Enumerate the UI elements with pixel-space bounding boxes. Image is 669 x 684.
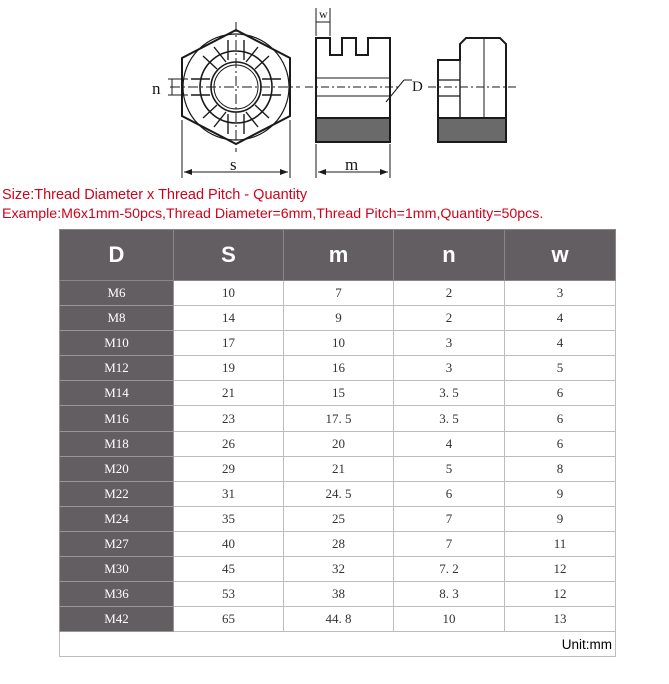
cell-m: 17. 5 — [284, 406, 394, 431]
cell-m: 7 — [284, 281, 394, 306]
cell-w: 3 — [505, 281, 616, 306]
table-row — [60, 356, 616, 381]
cell-w: 4 — [505, 306, 616, 331]
cell-m: 20 — [284, 431, 394, 456]
cell-n: 7 — [394, 506, 505, 531]
cell-s: 53 — [174, 582, 284, 607]
cell-s: 10 — [174, 281, 284, 306]
cell-w: 6 — [505, 431, 616, 456]
cell-d: M18 — [60, 431, 174, 456]
cell-m: 15 — [284, 381, 394, 406]
cell-n: 3 — [394, 356, 505, 381]
cell-d: M42 — [60, 607, 174, 632]
cell-d: M12 — [60, 356, 174, 381]
n-label: n — [152, 79, 161, 98]
cell-s: 45 — [174, 557, 284, 582]
m-label: m — [345, 155, 359, 174]
cell-m: 24. 5 — [284, 481, 394, 506]
cell-d: M22 — [60, 481, 174, 506]
cell-n: 7 — [394, 531, 505, 556]
cell-n: 3. 5 — [394, 381, 505, 406]
table-row — [60, 381, 616, 406]
cell-s: 65 — [174, 607, 284, 632]
cell-s: 26 — [174, 431, 284, 456]
cell-s: 23 — [174, 406, 284, 431]
cell-w: 12 — [505, 582, 616, 607]
cell-w: 4 — [505, 331, 616, 356]
cell-n: 3 — [394, 331, 505, 356]
caption-size-format: Size:Thread Diameter x Thread Pitch - Quantity — [2, 187, 308, 203]
caption-example: Example:M6x1mm-50pcs,Thread Diameter=6mm,Thread Pitch=1mm,Quantity=50pcs. — [2, 206, 544, 222]
cell-n: 7. 2 — [394, 557, 505, 582]
dimension-table — [59, 229, 616, 657]
table-row — [60, 531, 616, 556]
s-label: s — [230, 155, 237, 174]
cell-s: 17 — [174, 331, 284, 356]
table-row — [60, 456, 616, 481]
table-row — [60, 431, 616, 456]
cell-d: M14 — [60, 381, 174, 406]
cell-n: 10 — [394, 607, 505, 632]
cell-d: M10 — [60, 331, 174, 356]
nut-section-view — [305, 8, 412, 178]
table-row — [60, 506, 616, 531]
cell-m: 16 — [284, 356, 394, 381]
cell-n: 6 — [394, 481, 505, 506]
unit-label: Unit:mm — [60, 632, 616, 657]
unit-row — [60, 632, 616, 657]
cell-d: M16 — [60, 406, 174, 431]
cell-m: 21 — [284, 456, 394, 481]
cell-w: 6 — [505, 406, 616, 431]
cell-s: 35 — [174, 506, 284, 531]
table-header-row — [60, 230, 616, 281]
cell-w: 8 — [505, 456, 616, 481]
cell-m: 28 — [284, 531, 394, 556]
cell-w: 5 — [505, 356, 616, 381]
header-m: m — [284, 230, 394, 281]
table-row — [60, 582, 616, 607]
table-row — [60, 607, 616, 632]
cell-m: 9 — [284, 306, 394, 331]
cell-n: 8. 3 — [394, 582, 505, 607]
cell-n: 2 — [394, 306, 505, 331]
cell-w: 6 — [505, 381, 616, 406]
cell-d: M24 — [60, 506, 174, 531]
header-w: w — [505, 230, 616, 281]
table-row — [60, 481, 616, 506]
cell-s: 14 — [174, 306, 284, 331]
cell-n: 5 — [394, 456, 505, 481]
table-row — [60, 331, 616, 356]
cell-n: 3. 5 — [394, 406, 505, 431]
header-n: n — [394, 230, 505, 281]
cell-d: M36 — [60, 582, 174, 607]
header-d: D — [60, 230, 174, 281]
cell-s: 19 — [174, 356, 284, 381]
cell-s: 31 — [174, 481, 284, 506]
cell-m: 25 — [284, 506, 394, 531]
cell-m: 38 — [284, 582, 394, 607]
cell-s: 21 — [174, 381, 284, 406]
cell-w: 12 — [505, 557, 616, 582]
cell-m: 10 — [284, 331, 394, 356]
cell-w: 9 — [505, 506, 616, 531]
cell-m: 32 — [284, 557, 394, 582]
cell-d: M30 — [60, 557, 174, 582]
cell-d: M27 — [60, 531, 174, 556]
cell-w: 11 — [505, 531, 616, 556]
cell-m: 44. 8 — [284, 607, 394, 632]
cell-s: 29 — [174, 456, 284, 481]
cell-w: 13 — [505, 607, 616, 632]
table-row — [60, 306, 616, 331]
cell-w: 9 — [505, 481, 616, 506]
cell-d: M6 — [60, 281, 174, 306]
header-s: S — [174, 230, 284, 281]
cell-n: 2 — [394, 281, 505, 306]
table-row — [60, 281, 616, 306]
cell-d: M8 — [60, 306, 174, 331]
cell-n: 4 — [394, 431, 505, 456]
nut-side-view — [428, 38, 516, 142]
table-row — [60, 406, 616, 431]
cell-d: M20 — [60, 456, 174, 481]
d-label: D — [412, 79, 423, 95]
technical-drawing — [0, 0, 669, 182]
w-label: w — [319, 7, 328, 21]
cell-s: 40 — [174, 531, 284, 556]
table-row — [60, 557, 616, 582]
